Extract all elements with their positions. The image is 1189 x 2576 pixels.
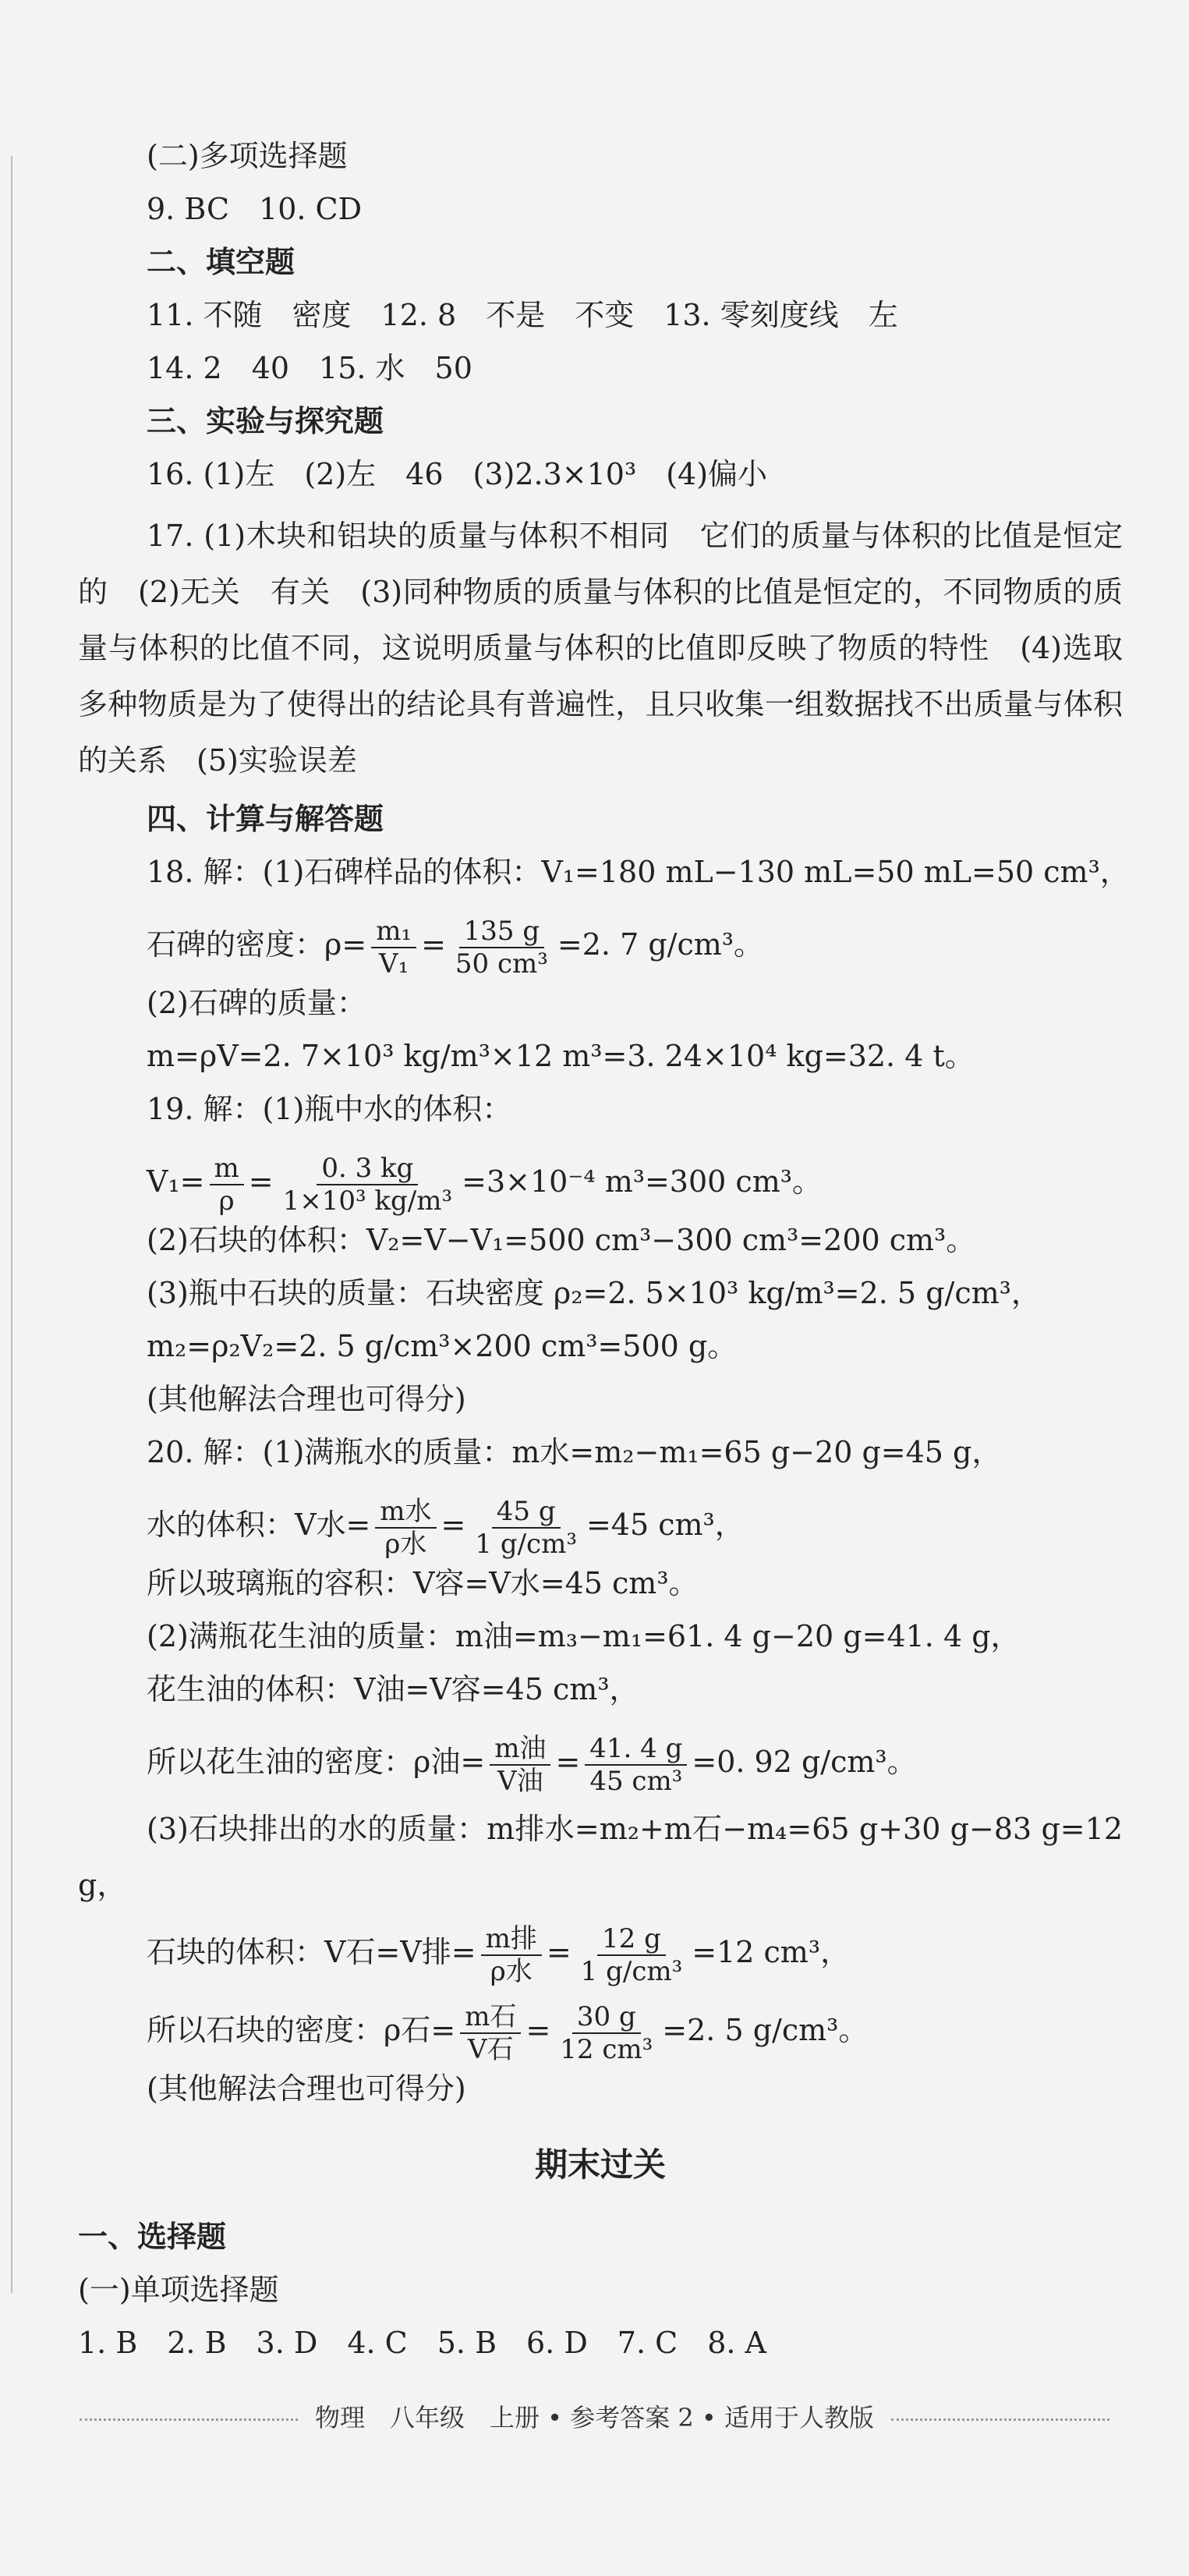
eq-text: V₁= (147, 1164, 205, 1199)
denominator: V石 (468, 2033, 514, 2065)
equation-line (78, 1991, 1123, 2069)
footer-rule-right (891, 2418, 1109, 2421)
answer-content (78, 136, 1130, 2376)
line: 14. 2 40 15. 水 50 (147, 351, 472, 385)
eq-text: 石碑的密度：ρ= (147, 927, 367, 962)
line: m=ρV=2. 7×10³ kg/m³×12 m³=3. 24×10⁴ kg=32. 4 t。 (147, 1039, 975, 1073)
paragraph-20-3: (3)石块排出的水的质量：m排水=m₂+m石−m₄=65 g+30 g−83 g=12 g， (78, 1812, 1123, 1902)
section-heading: 二、填空题 (147, 245, 295, 279)
section-heading: 一、选择题 (78, 2220, 227, 2254)
denominator: 1×10³ kg/m³ (282, 1185, 453, 1217)
denominator: ρ (218, 1185, 235, 1217)
equation-line (78, 1143, 1123, 1221)
eq-text: 所以石块的密度：ρ石= (147, 2013, 456, 2047)
line: (2)满瓶花生油的质量：m油=m₃−m₁=61. 4 g−20 g=41. 4 g， (147, 1619, 1021, 1653)
line: (其他解法合理也可得分) (147, 1382, 466, 1416)
fraction (451, 916, 553, 980)
paragraph-17: 17. (1)木块和铝块的质量与体积不相同 它们的质量与体积的比值是恒定的 (2)无关 有关 (3)同种物质的质量与体积的比值是恒定的，不同物质的质量与体积的比值不同，这说明质量与体积的比值即反映了物质的特性 (4)选取多种物质是为了使得出的结论具有普遍性，且只收集一组数据找不出质量与体积的关系 (5)实验误差 (78, 519, 1123, 778)
numerator: 30 g (572, 2001, 641, 2034)
numerator: 135 g (459, 916, 544, 948)
equation-line (78, 1913, 1123, 1991)
section-title: 期末过关 (534, 2145, 666, 2184)
denominator: 45 cm³ (589, 1765, 683, 1797)
numerator: m水 (375, 1496, 436, 1529)
denominator: V₁ (379, 948, 409, 980)
line: 19. 解：(1)瓶中水的体积： (147, 1092, 512, 1126)
fraction (371, 916, 416, 980)
footer-text: 物理 八年级 上册 • 参考答案 2 • 适用于人教版 (315, 2403, 874, 2432)
numerator: 0. 3 kg (317, 1153, 418, 1185)
denominator: 1 g/cm³ (580, 1955, 683, 1987)
line: 花生油的体积：V油=V容=45 cm³， (147, 1672, 639, 1706)
line: (其他解法合理也可得分) (147, 2071, 466, 2106)
eq-text: =2. 7 g/cm³。 (557, 927, 763, 962)
line: (二)多项选择题 (147, 139, 348, 173)
fraction (555, 2001, 657, 2065)
eq-text: =3×10⁻⁴ m³=300 cm³。 (462, 1164, 822, 1199)
equation-line (78, 905, 1123, 983)
eq-text: =2. 5 g/cm³。 (662, 2013, 869, 2047)
page-footer (0, 2398, 1189, 2434)
fraction (278, 1153, 458, 1217)
fraction (375, 1496, 436, 1560)
numerator: m油 (490, 1733, 550, 1766)
denominator: ρ水 (490, 1955, 533, 1987)
numerator: m (210, 1153, 244, 1185)
numerator: m石 (460, 2001, 521, 2034)
eq-text: = (555, 1745, 581, 1779)
numerator: 41. 4 g (585, 1733, 687, 1766)
line: (2)石块的体积：V₂=V−V₁=500 cm³−300 cm³=200 cm³。 (147, 1223, 976, 1257)
eq-text: 石块的体积：V石=V排= (147, 1935, 476, 1969)
numerator: 45 g (492, 1496, 561, 1529)
line: 11. 不随 密度 12. 8 不是 不变 13. 零刻度线 左 (147, 298, 898, 332)
numerator: m排 (481, 1923, 542, 1956)
eq-text: =0. 92 g/cm³。 (692, 1745, 917, 1779)
fraction (470, 1496, 582, 1560)
eq-text: =45 cm³， (586, 1508, 745, 1542)
eq-text: = (421, 927, 446, 962)
line: (3)瓶中石块的质量：石块密度 ρ₂=2. 5×10³ kg/m³=2. 5 g/cm³， (147, 1276, 1041, 1310)
fraction (490, 1733, 550, 1797)
fraction (210, 1153, 244, 1217)
denominator: 1 g/cm³ (475, 1528, 577, 1560)
line: (2)石碑的质量： (147, 986, 366, 1020)
denominator: 12 cm³ (560, 2033, 653, 2065)
line: (一)单项选择题 (78, 2273, 279, 2307)
fraction (460, 2001, 521, 2065)
denominator: 50 cm³ (455, 948, 548, 980)
left-margin-line (11, 156, 12, 2293)
line: 9. BC 10. CD (147, 192, 363, 226)
numerator: m₁ (371, 916, 416, 948)
eq-text: = (441, 1508, 466, 1542)
line: 20. 解：(1)满瓶水的质量：m水=m₂−m₁=65 g−20 g=45 g， (147, 1435, 1002, 1469)
section-heading: 四、计算与解答题 (147, 802, 384, 836)
line: 18. 解：(1)石碑样品的体积：V₁=180 mL−130 mL=50 mL=50 cm³， (147, 855, 1130, 889)
line: 所以玻璃瓶的容积：V容=V水=45 cm³。 (147, 1566, 699, 1600)
footer-rule-left (80, 2418, 298, 2421)
fraction (576, 1923, 688, 1987)
fraction (585, 1733, 687, 1797)
denominator: V油 (497, 1765, 543, 1797)
eq-text: 水的体积：V水= (147, 1508, 371, 1542)
eq-text: =12 cm³， (692, 1935, 851, 1969)
eq-text: 所以花生油的密度：ρ油= (147, 1745, 486, 1779)
eq-text: = (546, 1935, 571, 1969)
line: m₂=ρ₂V₂=2. 5 g/cm³×200 cm³=500 g。 (147, 1329, 738, 1363)
line: 16. (1)左 (2)左 46 (3)2.3×10³ (4)偏小 (147, 457, 768, 491)
section-heading: 三、实验与探究题 (147, 404, 384, 438)
eq-text: = (525, 2013, 551, 2047)
numerator: 12 g (597, 1923, 666, 1956)
eq-text: = (248, 1164, 274, 1199)
line: 1. B 2. B 3. D 4. C 5. B 6. D 7. C 8. A (78, 2326, 766, 2360)
equation-line (78, 1723, 1123, 1801)
fraction (481, 1923, 542, 1987)
equation-line (78, 1486, 1123, 1564)
denominator: ρ水 (384, 1528, 427, 1560)
